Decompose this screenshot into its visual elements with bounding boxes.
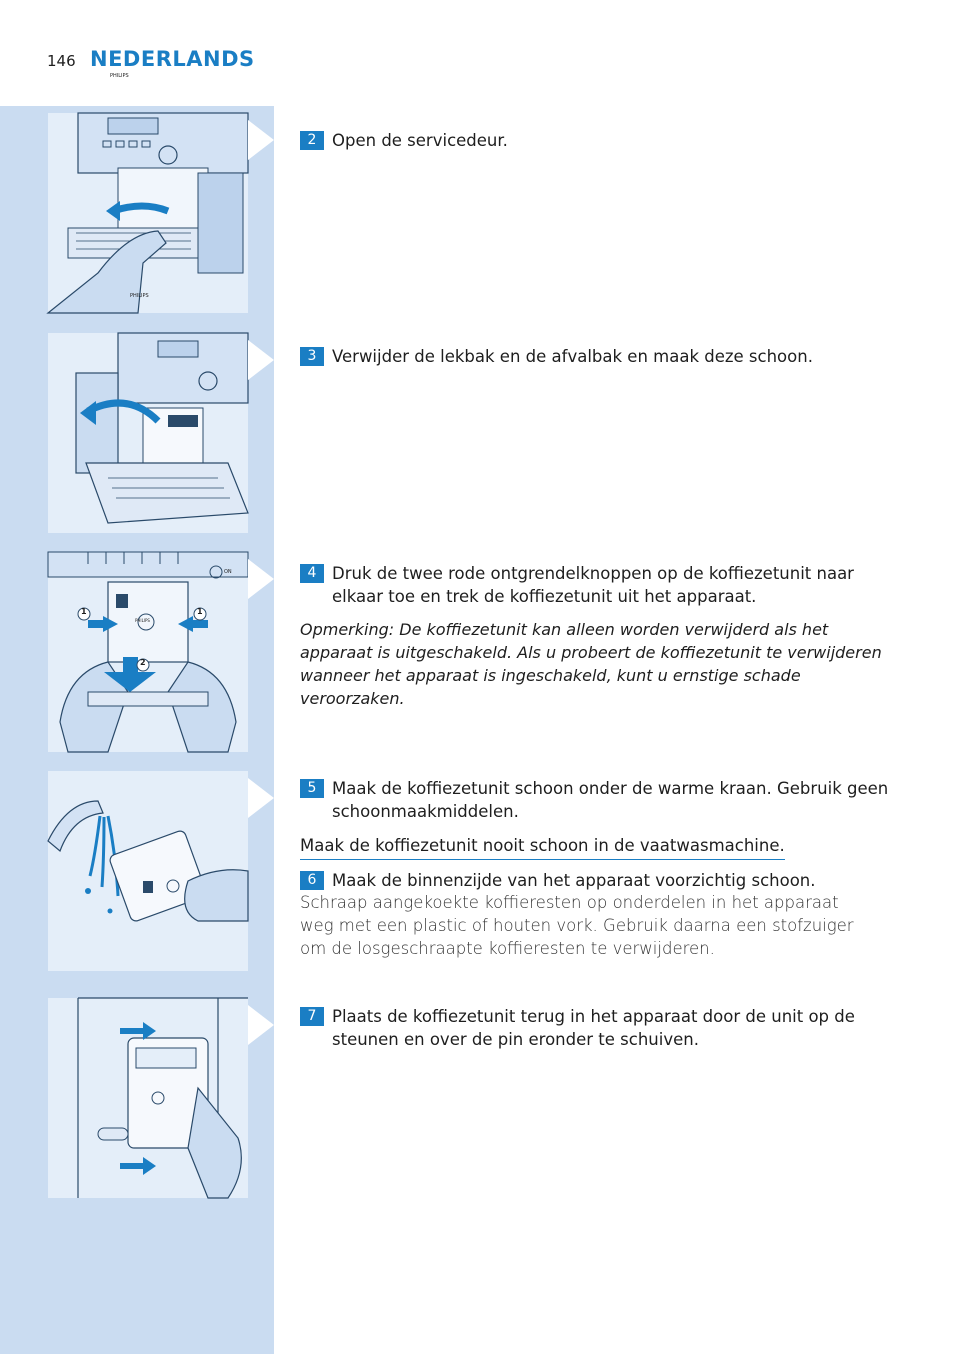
rinse-illustration bbox=[48, 771, 248, 971]
figure-pointer bbox=[248, 340, 274, 380]
callout-1-left: 1 bbox=[81, 607, 87, 616]
page-header bbox=[0, 0, 954, 106]
figure-remove-brewing-unit bbox=[48, 552, 248, 752]
step-text: Druk de twee rode ontgrendelknoppen op de koffiezetunit naar elkaar toe en trek de koffiezetunit uit het apparaat. bbox=[332, 564, 854, 606]
brewing-unit-illustration bbox=[48, 552, 248, 752]
figure-pointer bbox=[248, 559, 274, 599]
detail-step-6: Schraap aangekoekte koffieresten op onderdelen in het apparaat weg met een plastic of houten vork. Gebruik daarna een stofzuiger om de losgeschraapte koffieresten te verwijderen. bbox=[300, 893, 854, 958]
step-number-badge: 7 bbox=[300, 1007, 324, 1026]
reinsert-illustration bbox=[48, 998, 248, 1198]
figure-open-service-door bbox=[48, 73, 248, 313]
step-5 bbox=[300, 777, 900, 823]
brand-label: PHILIPS bbox=[110, 73, 129, 79]
step-text: Maak de koffiezetunit schoon onder de warme kraan. Gebruik geen schoonmaakmiddelen. bbox=[332, 779, 889, 821]
step-number-badge: 6 bbox=[300, 871, 324, 890]
figure-pointer bbox=[248, 120, 274, 160]
coffee-machine-door-illustration bbox=[48, 113, 248, 313]
step-3 bbox=[300, 345, 900, 368]
step-2 bbox=[300, 129, 900, 152]
figure-rinse-brewing-unit bbox=[48, 771, 248, 971]
step-6 bbox=[300, 869, 900, 892]
figure-pointer bbox=[248, 778, 274, 818]
step-7 bbox=[300, 1005, 870, 1051]
section-title: NEDERLANDS bbox=[90, 47, 255, 71]
brand-label: PHILIPS bbox=[135, 618, 150, 623]
step-number-badge: 5 bbox=[300, 779, 324, 798]
step-text: Maak de binnenzijde van het apparaat voorzichtig schoon. bbox=[332, 871, 816, 890]
step-text: Verwijder de lekbak en de afvalbak en maak deze schoon. bbox=[332, 347, 813, 366]
figure-remove-drip-tray bbox=[48, 293, 248, 533]
figure-reinsert-brewing-unit bbox=[48, 998, 248, 1198]
page-number: 146 bbox=[47, 52, 76, 70]
on-label: ON bbox=[224, 569, 232, 575]
step-number-badge: 4 bbox=[300, 564, 324, 583]
callout-1-right: 1 bbox=[197, 607, 203, 616]
warning-dishwasher: Maak de koffiezetunit nooit schoon in de vaatwasmachine. bbox=[300, 834, 785, 860]
step-number-badge: 3 bbox=[300, 347, 324, 366]
step-number-badge: 2 bbox=[300, 131, 324, 150]
step-4 bbox=[300, 562, 870, 608]
step-text: Plaats de koffiezetunit terug in het apparaat door de unit op de steunen en over de pin eronder te schuiven. bbox=[332, 1007, 855, 1049]
drip-tray-illustration bbox=[48, 333, 248, 533]
step-text: Open de servicedeur. bbox=[332, 131, 508, 150]
callout-2: 2 bbox=[140, 658, 146, 667]
figure-pointer bbox=[248, 1005, 274, 1045]
brand-label: PHILIPS bbox=[130, 293, 149, 299]
note-step-4: Opmerking: De koffiezetunit kan alleen worden verwijderd als het apparaat is uitgeschakeld. Als u probeert de koffiezetunit te verwijderen wanneer het apparaat is ingeschakeld, kunt u ernstige schade veroorzaken. bbox=[300, 620, 882, 708]
